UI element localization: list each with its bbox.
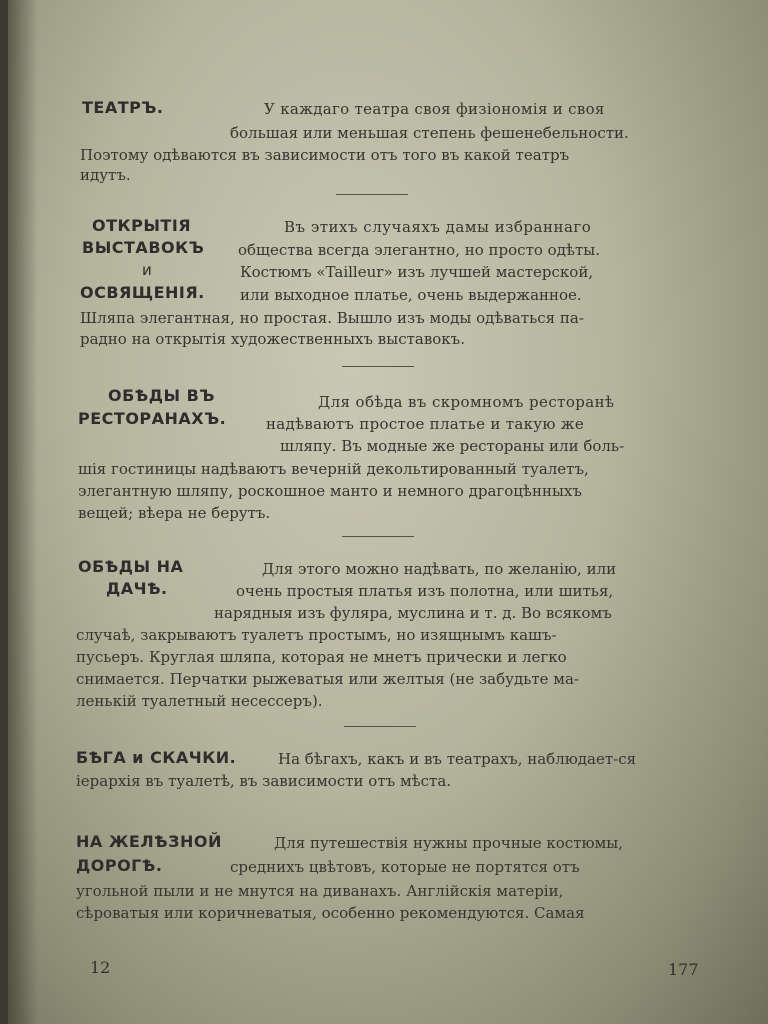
text-line: Поэтому одѣваются въ зависимости отъ того въ какой театръ: [80, 146, 570, 164]
text-line: іерархія въ туалетѣ, въ зависимости отъ мѣста.: [76, 772, 452, 790]
page-gutter-shadow: [8, 0, 38, 1024]
text-line: пусьеръ. Круглая шляпа, которая не мнетъ прически и легко: [76, 648, 567, 666]
text-line: ленькій туалетный несессеръ).: [76, 692, 323, 710]
section-divider: [336, 194, 408, 195]
section-heading: РЕСТОРАНАХЪ.: [78, 409, 227, 428]
text-line: среднихъ цвѣтовъ, которые не портятся отъ: [230, 858, 580, 876]
text-line: общества всегда элегантно, но просто одѣты.: [238, 241, 600, 259]
section-heading: ДАЧѢ.: [106, 579, 168, 598]
section-heading: ДОРОГѢ.: [76, 856, 163, 875]
text-line: радно на открытія художественныхъ выставокъ.: [80, 330, 465, 348]
text-line: случаѣ, закрываютъ туалетъ простымъ, но изящнымъ кашъ-: [76, 626, 557, 644]
text-line: Для этого можно надѣвать, по желанію, или: [262, 560, 617, 578]
text-line: нарядныя изъ фуляра, муслина и т. д. Во всякомъ: [214, 604, 612, 622]
text-line: Въ этихъ случаяхъ дамы избраннаго: [284, 218, 592, 236]
text-line: На бѣгахъ, какъ и въ театрахъ, наблюдает-ся: [278, 750, 637, 768]
text-line: элегантную шляпу, роскошное манто и немного драгоцѣнныхъ: [78, 482, 582, 500]
text-line: снимается. Перчатки рыжеватыя или желтыя (не забудьте ма-: [76, 670, 579, 688]
text-line: Костюмъ «Tailleur» изъ лучшей мастерской,: [240, 263, 594, 281]
text-line: Шляпа элегантная, но простая. Вышло изъ моды одѣваться па-: [80, 309, 584, 327]
section-heading: ТЕАТРЪ.: [82, 98, 164, 117]
section-heading: ОСВЯЩЕНІЯ.: [80, 283, 205, 302]
section-divider: [344, 726, 416, 727]
text-line: У каждаго театра своя физіономія и своя: [264, 100, 605, 118]
text-line: идутъ.: [80, 166, 131, 184]
text-line: сѣроватыя или коричневатыя, особенно рекомендуются. Самая: [76, 904, 585, 922]
text-line: шія гостиницы надѣваютъ вечерній декольтированный туалетъ,: [78, 460, 589, 478]
text-line: или выходное платье, очень выдержанное.: [240, 286, 582, 304]
text-line: надѣваютъ простое платье и такую же: [266, 415, 585, 433]
text-line: большая или меньшая степень фешенебельности.: [230, 124, 629, 142]
section-heading: НА ЖЕЛѢЗНОЙ: [76, 832, 222, 851]
section-heading: ОБѢДЫ ВЪ: [108, 386, 215, 405]
text-line: вещей; вѣера не берутъ.: [78, 504, 271, 522]
book-page: [8, 0, 768, 1024]
section-divider: [342, 536, 414, 537]
section-heading: и: [142, 261, 153, 279]
section-heading: ОТКРЫТІЯ: [92, 216, 192, 235]
section-heading: ОБѢДЫ НА: [78, 557, 184, 576]
text-line: очень простыя платья изъ полотна, или шитья,: [236, 582, 614, 600]
text-line: угольной пыли и не мнутся на диванахъ. Англійскія матеріи,: [76, 882, 564, 900]
text-line: Для путешествія нужны прочные костюмы,: [274, 834, 623, 852]
section-divider: [342, 366, 414, 367]
signature-mark: 12: [90, 958, 111, 977]
section-heading: БѢГА и СКАЧКИ.: [76, 748, 237, 767]
text-line: шляпу. Въ модные же рестораны или боль-: [280, 437, 625, 455]
text-line: Для обѣда въ скромномъ ресторанѣ: [318, 393, 615, 411]
page-number: 177: [668, 960, 699, 979]
section-heading: ВЫСТАВОКЪ: [82, 238, 205, 257]
